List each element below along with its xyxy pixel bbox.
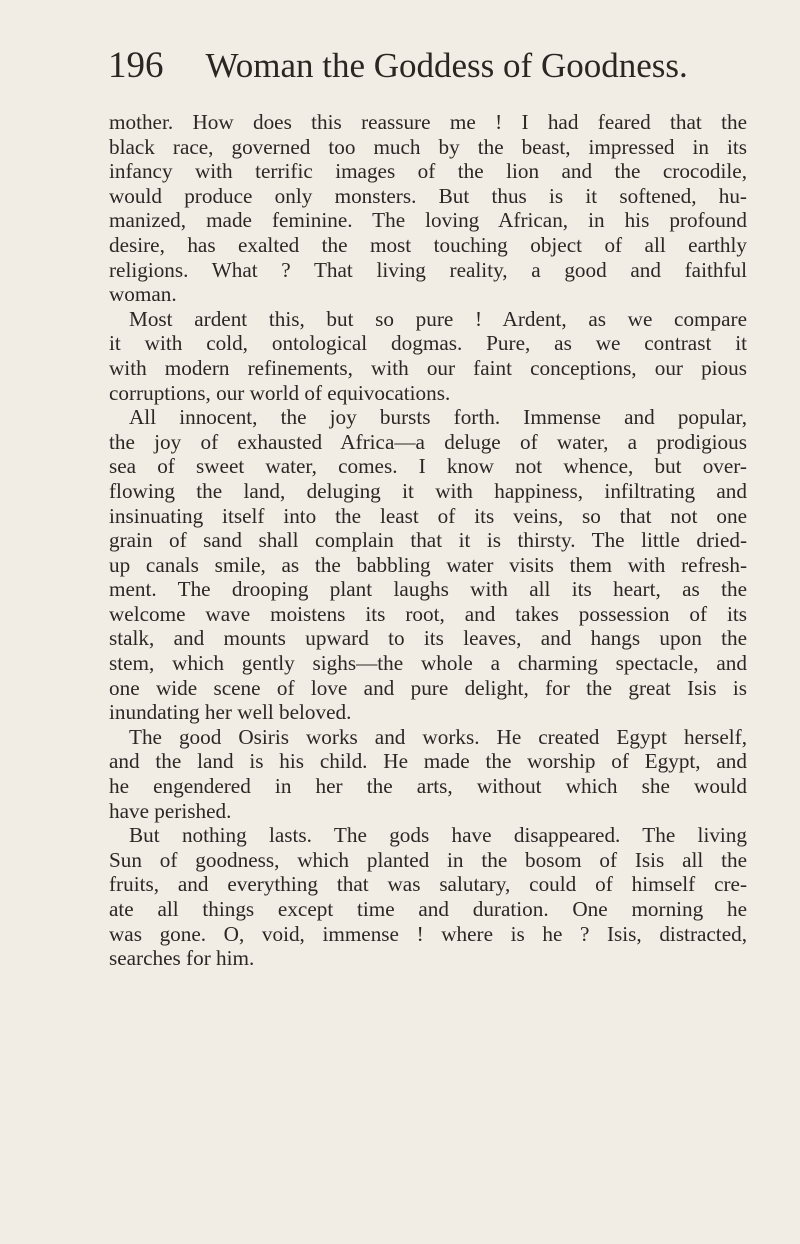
text-line: Sun of goodness, which planted in the bosom of Isis all the [109, 847, 747, 872]
text-line: welcome wave moistens its root, and takes possession of its [109, 601, 747, 626]
text-line: have perished. [109, 798, 232, 823]
text-line: The good Osiris works and works. He created Egypt herself, [129, 724, 747, 749]
text-line: infancy with terrific images of the lion and the crocodile, [109, 159, 747, 184]
text-line: ate all things except time and duration. One morning he [109, 897, 747, 921]
text-line: and the land is his child. He made the worship of Egypt, and [109, 749, 747, 774]
text-line: But nothing lasts. The gods have disappeared. The living [129, 823, 747, 848]
text-line: the joy of exhausted Africa—a deluge of water, a prodigious [109, 429, 747, 454]
paragraph [109, 307, 747, 405]
text-line: sea of sweet water, comes. I know not whence, but over- [109, 454, 747, 479]
text-line: flowing the land, deluging it with happiness, infiltrating and [109, 478, 747, 503]
text-line: stem, which gently sighs—the whole a charming spectacle, and [109, 651, 747, 676]
text-line: woman. [109, 282, 177, 307]
running-title: Woman the Goddess of Goodness. [205, 46, 688, 85]
text-line: ment. The drooping plant laughs with all its heart, as the [109, 577, 747, 602]
text-line: manized, made feminine. The loving African, in his profound [109, 208, 747, 233]
paragraph [109, 823, 747, 971]
text-line: searches for him. [109, 946, 255, 971]
text-line: grain of sand shall complain that it is thirsty. The little dried- [109, 528, 747, 553]
text-line: with modern refinements, with our faint conceptions, our pious [109, 355, 747, 380]
text-line: it with cold, ontological dogmas. Pure, as we contrast it [109, 331, 747, 356]
paragraph [109, 725, 747, 823]
text-line: he engendered in her the arts, without which she would [109, 774, 747, 799]
text-line: up canals smile, as the babbling water visits them with refresh- [109, 552, 747, 577]
page-header [108, 44, 740, 94]
text-line: stalk, and mounts upward to its leaves, and hangs upon the [109, 626, 747, 651]
page-number: 196 [108, 45, 164, 86]
paragraph [109, 405, 747, 725]
paragraph [109, 110, 747, 307]
text-line: mother. How does this reassure me ! I had feared that the [109, 110, 747, 134]
text-line: corruptions, our world of equivocations. [109, 380, 451, 405]
text-line: Most ardent this, but so pure ! Ardent, as we compare [129, 306, 747, 331]
body-text [109, 110, 747, 971]
text-line: desire, has exalted the most touching object of all earthly [109, 232, 747, 257]
text-line: fruits, and everything that was salutary, could of himself cre- [109, 872, 747, 897]
text-line: All innocent, the joy bursts forth. Immense and popular, [129, 405, 747, 430]
text-line: was gone. O, void, immense ! where is he ? Isis, distracted, [109, 921, 747, 946]
text-line: religions. What ? That living reality, a good and faithful [109, 257, 747, 282]
text-line: black race, governed too much by the beast, impressed in its [109, 134, 747, 159]
text-line: would produce only monsters. But thus is it softened, hu- [109, 183, 747, 208]
text-line: insinuating itself into the least of its veins, so that not one [109, 503, 747, 528]
text-line: inundating her well beloved. [109, 700, 352, 725]
text-line: one wide scene of love and pure delight, for the great Isis is [109, 675, 747, 700]
